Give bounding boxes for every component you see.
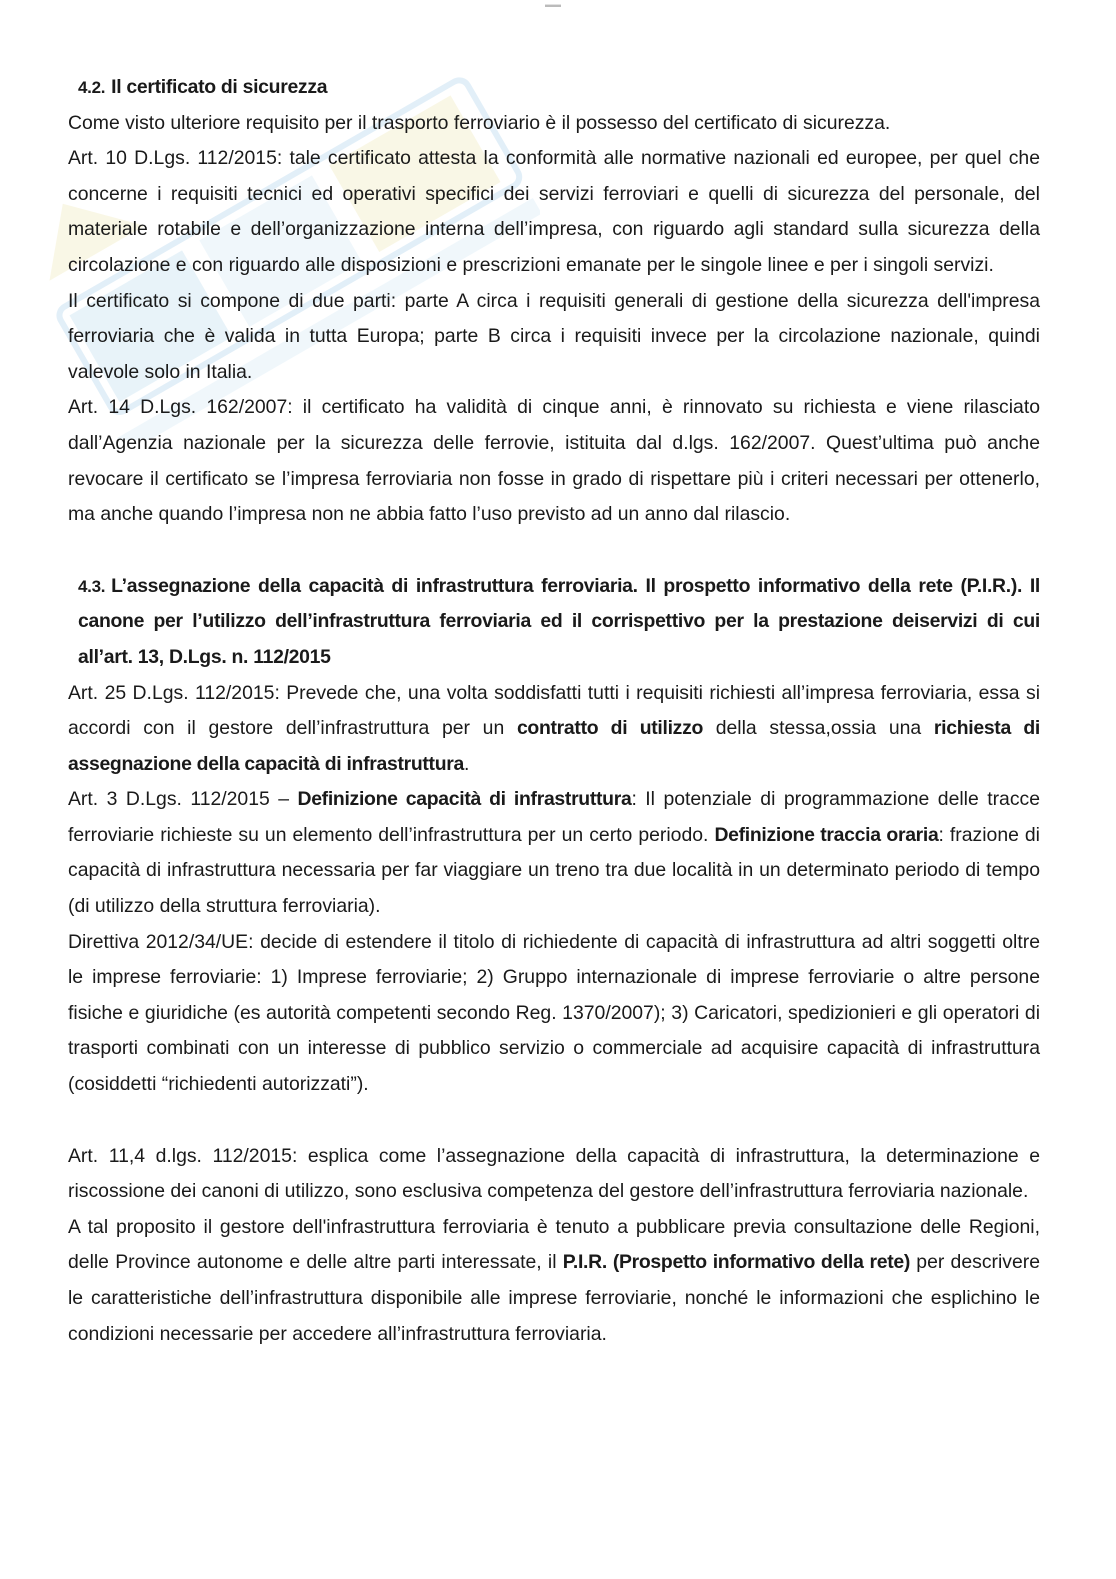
text-run: . — [464, 752, 470, 775]
paragraph: Come visto ulteriore requisito per il trasporto ferroviario è il possesso del certificato di sicurezza. — [68, 111, 891, 134]
text-run: per descrivere le caratteristiche dell’infrastruttura disponibile alle imprese ferroviarie, nonché le informazioni che esplichino le condizioni necessarie per accedere all’infrastruttura ferroviaria. — [68, 1251, 1040, 1345]
section-heading-4-3 — [68, 569, 1040, 676]
paragraph: Art. 11,4 d.lgs. 112/2015: esplica come l’assegnazione della capacità di infrastruttura, la determinazione e riscossione dei canoni di utilizzo, sono esclusiva competenza del gestore dell’infrastruttura ferroviaria nazionale. — [68, 1144, 1040, 1203]
bold-term: richiesta di assegnazione della capacità di infrastruttura — [68, 717, 1040, 775]
paragraph: Il certificato si compone di due parti: parte A circa i requisiti generali di gestione della sicurezza dell'impresa ferroviaria che è valida in tutta Europa; parte B circa i requisiti invece per la circolazione nazionale, quindi valevole solo in Italia. — [68, 289, 1040, 383]
section-heading-4-2 — [68, 70, 1040, 106]
document-body — [68, 70, 1040, 1352]
bold-term: Definizione traccia oraria — [714, 823, 939, 846]
text-run: Art. 3 D.Lgs. 112/2015 – — [68, 788, 298, 811]
section-title: Il certificato di sicurezza — [111, 76, 328, 98]
paragraph — [68, 676, 1040, 783]
text-run: : frazione di capacità di infrastruttura necessaria per far viaggiare un treno tra due località in un determinato periodo di tempo (di utilizzo della struttura ferroviaria). — [68, 823, 1040, 918]
text-run: : Il potenziale di programmazione delle tracce ferroviarie richieste su un elemento dell’infrastruttura per un certo periodo. — [68, 788, 1041, 846]
paragraph — [68, 782, 1040, 924]
paragraph: Art. 14 D.Lgs. 162/2007: il certificato ha validità di cinque anni, è rinnovato su richiesta e viene rilasciato dall’Agenzia nazionale per la sicurezza delle ferrovie, istituita dal d.lgs. 162/2007. Quest’ultima può anche revocare il certificato se l’impresa ferroviaria non fosse in grado di rispettare più i criteri necessari per ottenerlo, ma anche quando l’impresa non ne abbia fatto l’uso previsto ad un anno dal rilascio. — [68, 396, 1040, 526]
section-number: 4.3. — [78, 576, 106, 596]
bold-term: contratto di utilizzo — [516, 717, 704, 740]
paragraph: Direttiva 2012/34/UE: decide di estendere il titolo di richiedente di capacità di infrastruttura ad altri soggetti oltre le imprese ferroviarie: 1) Imprese ferroviarie; 2) Gruppo internazionale di imprese ferroviarie o altre persone fisiche e giuridiche (es autorità competenti secondo Reg. 1370/2007); 3) Caricatori, spedizionieri e gli operatori di trasporti combinati con un interesse di pubblico servizio o commerciale ad acquisire capacità di infrastruttura (cosiddetti “richiedenti autorizzati”). — [68, 930, 1040, 1096]
bold-term: Definizione capacità di infrastruttura — [297, 788, 632, 811]
bold-term: P.I.R. (Prospetto informativo della rete) — [562, 1251, 911, 1274]
text-run: A tal proposito il gestore dell'infrastruttura ferroviaria è tenuto a pubblicare previa consultazione delle Regioni, delle Province autonome e delle altre parti interessate, il — [68, 1215, 1040, 1274]
page-top-mark: ▬▬ — [545, 0, 561, 9]
paragraph — [68, 1210, 1040, 1352]
section-title: L’assegnazione della capacità di infrastruttura ferroviaria. Il prospetto informativo della rete (P.I.R.). Il canone per l’utilizzo dell’infrastruttura ferroviaria ed il corrispettivo per la prestazione deiservizi di cui all’art. 13, D.Lgs. n. 112/2015 — [78, 574, 1040, 668]
section-number: 4.2. — [78, 78, 106, 97]
paragraph: Art. 10 D.Lgs. 112/2015: tale certificato attesta la conformità alle normative nazionali ed europee, per quel che concerne i requisiti tecnici ed operativi specifici dei servizi ferroviari e quelli di sicurezza del personale, del materiale rotabile e dell’organizzazione interna dell’impresa, con riguardo agli standard sulla sicurezza della circolazione e con riguardo alle disposizioni e prescrizioni emanate per le singole linee e per i singoli servizi. — [68, 147, 1040, 276]
text-run: della stessa,ossia una — [703, 717, 934, 740]
text-run: Art. 25 D.Lgs. 112/2015: Prevede che, una volta soddisfatti tutti i requisiti richiesti all’impresa ferroviaria, essa si accordi con il gestore dell’infrastruttura per un — [68, 681, 1040, 740]
